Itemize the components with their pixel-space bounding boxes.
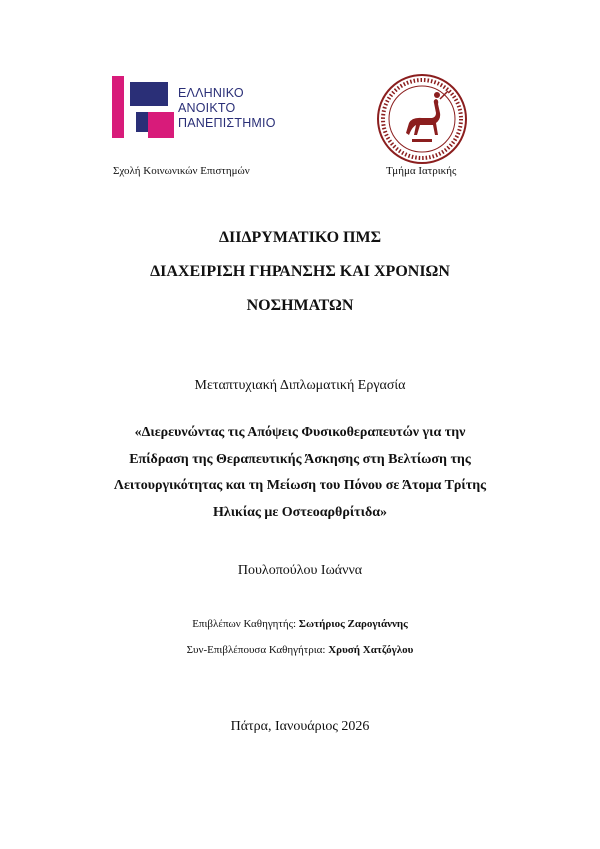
place-and-date: Πάτρα, Ιανουάριος 2026	[230, 719, 370, 734]
thesis-title-line: «Διερευνώντας τις Απόψεις Φυσικοθεραπευτών για την	[134, 425, 466, 440]
thesis-type: Μεταπτυχιακή Διπλωματική Εργασία	[194, 378, 406, 393]
hou-wordmark-line: ΑΝΟΙΚΤΟ	[178, 101, 236, 115]
hou-wordmark-line: ΕΛΛΗΝΙΚΟ	[178, 86, 244, 100]
author-name: Πουλοπούλου Ιωάννα	[237, 563, 363, 578]
co-supervisor-line	[0, 644, 600, 656]
thesis-title-line: Ηλικίας με Οστεοαρθρίτιδα»	[212, 504, 388, 520]
co-supervisor-name: Χρυσή Χατζόγλου	[328, 644, 414, 656]
hou-wordmark-line: ΠΑΝΕΠΙΣΤΗΜΙΟ	[178, 116, 276, 130]
supervisor-name: Σωτήριος Ζαρογιάννης	[298, 618, 408, 630]
supervisor-line	[0, 618, 600, 630]
thesis-title-line: Λειτουργικότητας και τη Μείωση του Πόνου σε Άτομα Τρίτης	[113, 478, 487, 493]
program-title-line-3: ΝΟΣΗΜΑΤΩΝ	[246, 297, 354, 314]
school-name-left: Σχολή Κοινωνικών Επιστημών	[113, 165, 250, 177]
hou-wordmark	[178, 86, 276, 131]
hou-emblem-icon	[108, 68, 178, 144]
thesis-title-line: Επίδραση της Θεραπευτικής Άσκησης στη Βελτίωση της	[129, 451, 471, 467]
university-of-patras-seal-icon	[376, 73, 468, 165]
co-supervisor-label: Συν-Επιβλέπουσα Καθηγήτρια:	[186, 644, 326, 656]
program-title-line-1: ΔΙΙΔΡΥΜΑΤΙΚΟ ΠΜΣ	[218, 229, 382, 246]
program-title-line-2: ΔΙΑΧΕΙΡΙΣΗ ΓΗΡΑΝΣΗΣ ΚΑΙ ΧΡΟΝΙΩΝ	[150, 263, 450, 280]
thesis-title	[0, 420, 600, 526]
supervisor-label: Επιβλέπων Καθηγητής:	[192, 618, 297, 630]
department-name-right: Τμήμα Ιατρικής	[386, 165, 457, 177]
hellenic-open-university-logo	[108, 68, 298, 144]
